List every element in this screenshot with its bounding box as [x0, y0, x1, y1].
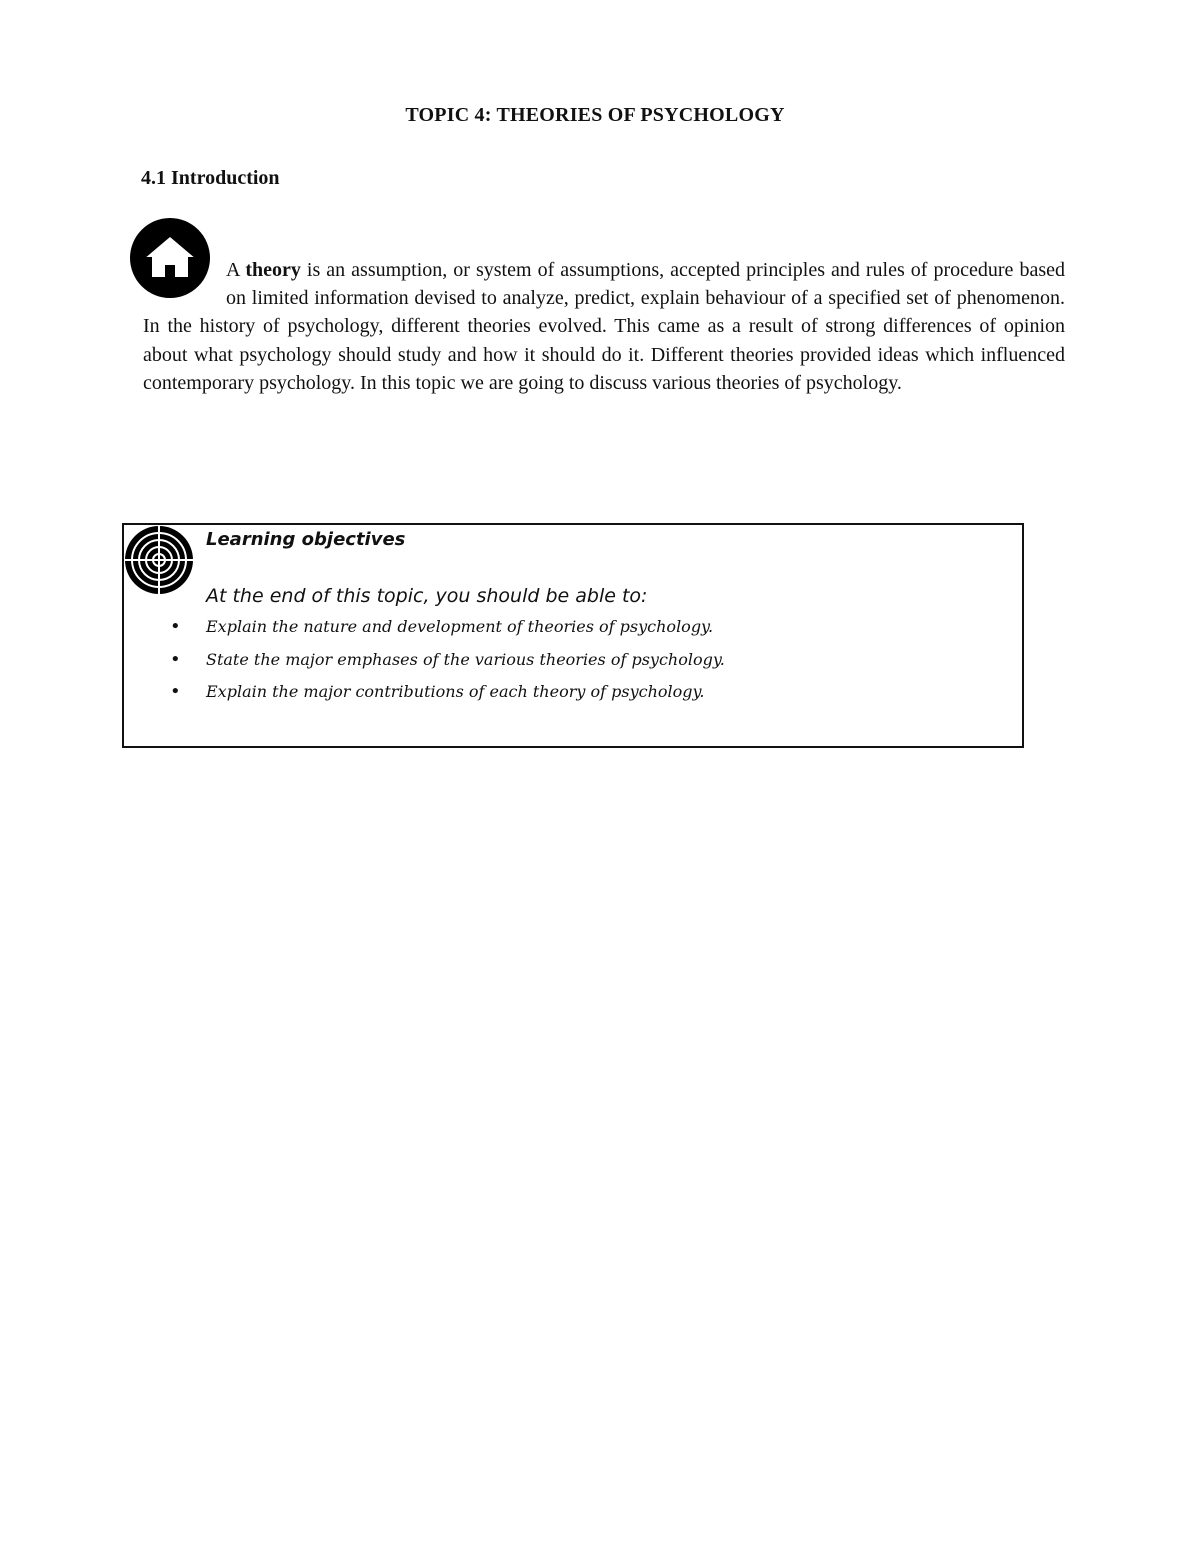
page-title: TOPIC 4: THEORIES OF PSYCHOLOGY: [405, 104, 785, 126]
learning-objectives-intro: At the end of this topic, you should be able to:: [206, 585, 648, 607]
target-icon: [124, 525, 194, 595]
introduction-paragraph: [143, 256, 1065, 397]
objective-text: Explain the nature and development of theories of psychology.: [206, 617, 714, 636]
bullet-icon: •: [170, 648, 181, 670]
learning-objectives-heading: Learning objectives: [206, 529, 406, 550]
bullet-icon: •: [170, 681, 181, 702]
bullet-icon: •: [170, 616, 181, 637]
theory-term: theory: [245, 259, 301, 281]
section-heading-introduction: 4.1 Introduction: [141, 167, 280, 189]
intro-lead: A: [226, 259, 246, 281]
intro-body: is an assumption, or system of assumptions, accepted principles and rules of procedure based on limited information devised to analyze, predict, explain behaviour of a specified set of phenomenon. In the history of psychology, different theories evolved. This came as a result of strong differences of opinion about what psychology should study and how it should do it. Different theories provided ideas which influenced contemporary psychology. In this topic we are going to discuss various theories of psychology.: [143, 259, 1065, 394]
objective-text: State the major emphases of the various theories of psychology.: [206, 649, 725, 669]
objective-text: Explain the major contributions of each theory of psychology.: [206, 682, 705, 701]
learning-objectives-box: [122, 523, 1024, 748]
